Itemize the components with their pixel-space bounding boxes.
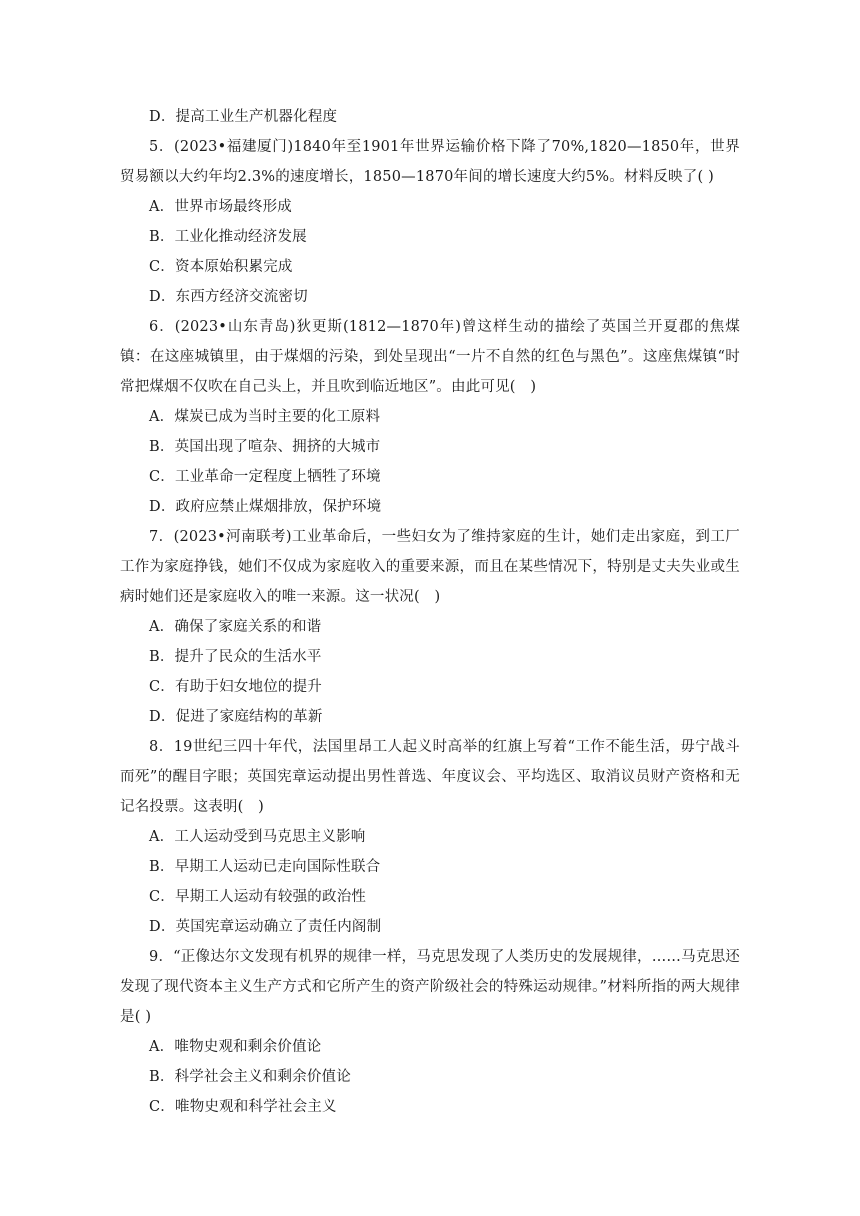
option-c: C．有助于妇女地位的提升	[149, 679, 322, 695]
option-b: B．提升了民众的生活水平	[149, 649, 322, 665]
option-c: C．工业革命一定程度上牺牲了环境	[149, 469, 381, 485]
question-7	[120, 522, 740, 732]
option-d: D．政府应禁止煤烟排放，保护环境	[149, 499, 382, 515]
option-d: D．促进了家庭结构的革新	[149, 709, 323, 725]
option-c: C．早期工人运动有较强的政治性	[149, 889, 367, 905]
option-b: B．科学社会主义和剩余价值论	[149, 1069, 351, 1085]
option-b: B．早期工人运动已走向国际性联合	[149, 859, 381, 875]
option-c: C．资本原始积累完成	[149, 259, 293, 275]
option-d: D．英国宪章运动确立了责任内阁制	[149, 919, 382, 935]
option-b: B．英国出现了喧杂、拥挤的大城市	[149, 439, 381, 455]
option-c: C．唯物史观和科学社会主义	[149, 1099, 337, 1115]
question-stem: 5．(2023•福建厦门)1840年至1901年世界运输价格下降了70%,1820—1850年，世界贸易额以大约年均2.3%的速度增长，1850—1870年间的增长速度大约5%。材料反映了( )	[120, 139, 740, 185]
question-9	[120, 942, 740, 1122]
option-a: A．确保了家庭关系的和谐	[149, 619, 322, 635]
question-8	[120, 732, 740, 942]
question-4-tail	[120, 102, 740, 132]
question-stem: 8．19世纪三四十年代，法国里昂工人起义时高举的红旗上写着“工作不能生活，毋宁战斗而死”的醒目字眼；英国宪章运动提出男性普选、年度议会、平均选区、取消议员财产资格和无记名投票。这表明( )	[120, 739, 740, 815]
option-d: D．东西方经济交流密切	[149, 289, 308, 305]
option-a: A．工人运动受到马克思主义影响	[149, 829, 366, 845]
option-a: A．煤炭已成为当时主要的化工原料	[149, 409, 381, 425]
question-6	[120, 312, 740, 522]
option-b: B．工业化推动经济发展	[149, 229, 307, 245]
option-4-d: D．提高工业生产机器化程度	[149, 109, 338, 125]
question-stem: 6．(2023•山东青岛)狄更斯(1812—1870年)曾这样生动的描绘了英国兰开夏郡的焦煤镇：在这座城镇里，由于煤烟的污染，到处呈现出“一片不自然的红色与黑色”。这座焦煤镇“时常把煤烟不仅吹在自己头上，并且吹到临近地区”。由此可见( )	[120, 319, 740, 395]
option-a: A．唯物史观和剩余价值论	[149, 1039, 322, 1055]
question-stem: 9．“正像达尔文发现有机界的规律一样，马克思发现了人类历史的发展规律，……马克思还发现了现代资本主义生产方式和它所产生的资产阶级社会的特殊运动规律。”材料所指的两大规律是( )	[120, 949, 740, 1025]
document-page	[120, 102, 740, 1122]
question-stem: 7．(2023•河南联考)工业革命后，一些妇女为了维持家庭的生计，她们走出家庭，到工厂工作为家庭挣钱，她们不仅成为家庭收入的重要来源，而且在某些情况下，特别是丈夫失业或生病时她们还是家庭收入的唯一来源。这一状况( )	[120, 529, 740, 605]
option-a: A．世界市场最终形成	[149, 199, 292, 215]
question-5	[120, 132, 740, 312]
